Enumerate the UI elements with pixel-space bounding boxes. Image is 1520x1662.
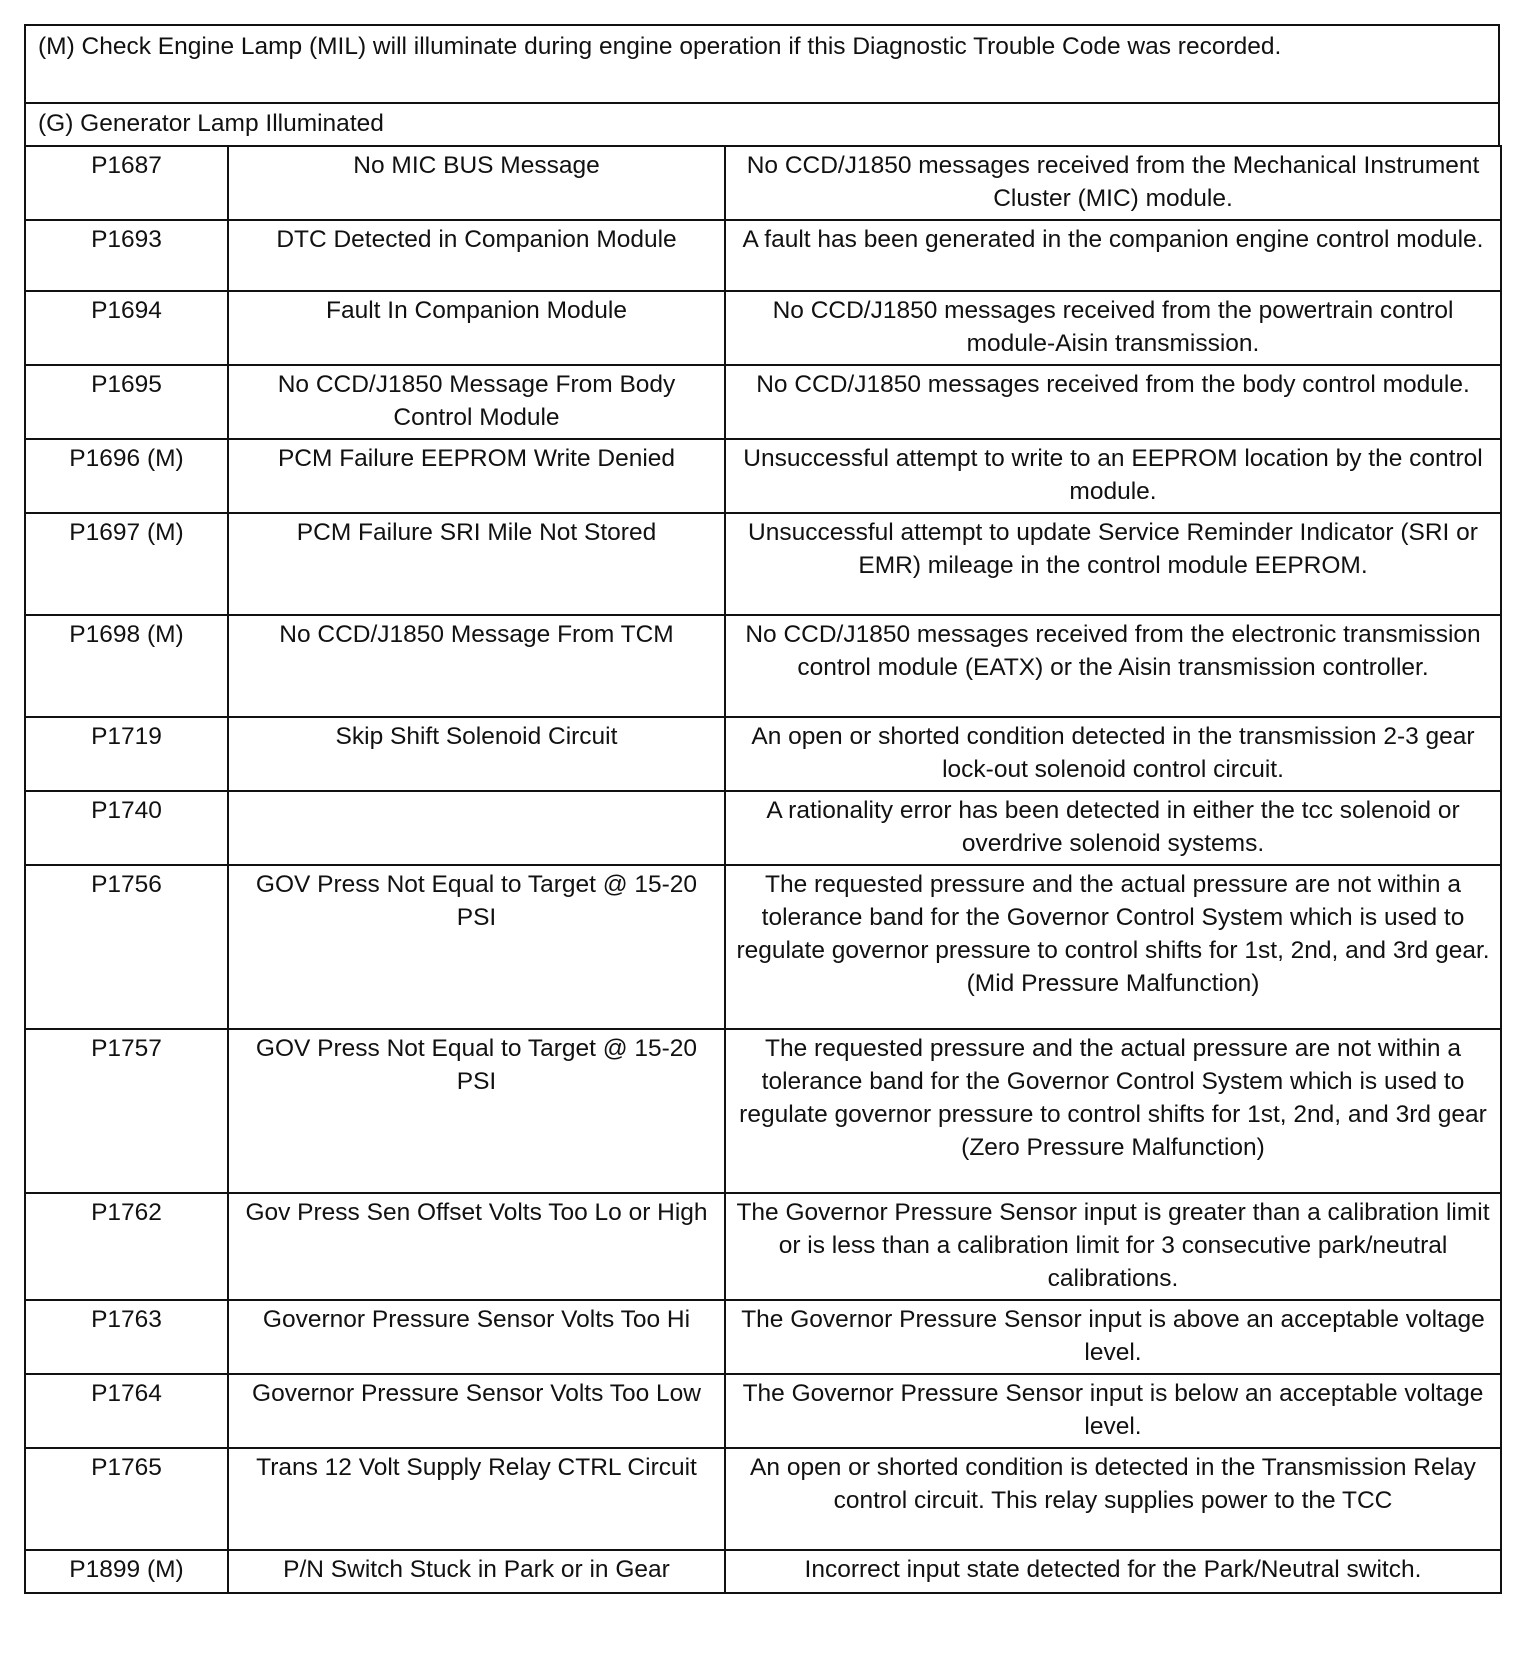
table-row xyxy=(25,1029,1501,1193)
dtc-name xyxy=(228,791,725,865)
dtc-name: GOV Press Not Equal to Target @ 15-20 PSI xyxy=(228,1029,725,1193)
table-row xyxy=(25,439,1501,513)
table-row xyxy=(25,1193,1501,1300)
dtc-description: The Governor Pressure Sensor input is greater than a calibration limit or is less than a calibration limit for 3 consecutive park/neutral calibrations. xyxy=(725,1193,1501,1300)
dtc-code: P1719 xyxy=(25,717,228,791)
dtc-code: P1697 (M) xyxy=(25,513,228,615)
dtc-description: No CCD/J1850 messages received from the powertrain control module-Aisin transmission. xyxy=(725,291,1501,365)
dtc-code: P1899 (M) xyxy=(25,1550,228,1593)
dtc-name: PCM Failure EEPROM Write Denied xyxy=(228,439,725,513)
dtc-name: No CCD/J1850 Message From Body Control Module xyxy=(228,365,725,439)
table-row xyxy=(25,791,1501,865)
table-row xyxy=(25,146,1501,220)
dtc-description: Unsuccessful attempt to update Service Reminder Indicator (SRI or EMR) mileage in the control module EEPROM. xyxy=(725,513,1501,615)
dtc-description: Incorrect input state detected for the Park/Neutral switch. xyxy=(725,1550,1501,1593)
dtc-document xyxy=(24,24,1500,1594)
dtc-code: P1762 xyxy=(25,1193,228,1300)
table-row xyxy=(25,1550,1501,1593)
table-row xyxy=(25,1448,1501,1550)
table-row xyxy=(25,717,1501,791)
table-row xyxy=(25,513,1501,615)
table-row xyxy=(25,220,1501,291)
dtc-description: A fault has been generated in the companion engine control module. xyxy=(725,220,1501,291)
dtc-code: P1756 xyxy=(25,865,228,1029)
dtc-name: Governor Pressure Sensor Volts Too Hi xyxy=(228,1300,725,1374)
dtc-description: An open or shorted condition detected in the transmission 2-3 gear lock-out solenoid control circuit. xyxy=(725,717,1501,791)
dtc-description: The Governor Pressure Sensor input is above an acceptable voltage level. xyxy=(725,1300,1501,1374)
dtc-description: The requested pressure and the actual pressure are not within a tolerance band for the Governor Control System which is used to regulate governor pressure to control shifts for 1st, 2nd, and 3rd gear. (Mid Pressure Malfunction) xyxy=(725,865,1501,1029)
dtc-name: GOV Press Not Equal to Target @ 15-20 PSI xyxy=(228,865,725,1029)
dtc-description: An open or shorted condition is detected in the Transmission Relay control circuit. This relay supplies power to the TCC xyxy=(725,1448,1501,1550)
dtc-code: P1694 xyxy=(25,291,228,365)
dtc-description: The requested pressure and the actual pressure are not within a tolerance band for the Governor Control System which is used to regulate governor pressure to control shifts for 1st, 2nd, and 3rd gear (Zero Pressure Malfunction) xyxy=(725,1029,1501,1193)
dtc-code: P1765 xyxy=(25,1448,228,1550)
dtc-name: Trans 12 Volt Supply Relay CTRL Circuit xyxy=(228,1448,725,1550)
generator-note: (G) Generator Lamp Illuminated xyxy=(24,102,1500,145)
mil-note: (M) Check Engine Lamp (MIL) will illuminate during engine operation if this Diagnostic Trouble Code was recorded. xyxy=(24,24,1500,102)
dtc-code: P1687 xyxy=(25,146,228,220)
dtc-name: Governor Pressure Sensor Volts Too Low xyxy=(228,1374,725,1448)
dtc-name: Skip Shift Solenoid Circuit xyxy=(228,717,725,791)
dtc-code: P1764 xyxy=(25,1374,228,1448)
dtc-table-body xyxy=(25,146,1501,1593)
dtc-code: P1757 xyxy=(25,1029,228,1193)
table-row xyxy=(25,615,1501,717)
table-row xyxy=(25,1300,1501,1374)
dtc-code: P1740 xyxy=(25,791,228,865)
table-row xyxy=(25,365,1501,439)
dtc-name: No MIC BUS Message xyxy=(228,146,725,220)
dtc-code: P1698 (M) xyxy=(25,615,228,717)
dtc-name: Fault In Companion Module xyxy=(228,291,725,365)
dtc-description: The Governor Pressure Sensor input is below an acceptable voltage level. xyxy=(725,1374,1501,1448)
dtc-description: A rationality error has been detected in either the tcc solenoid or overdrive solenoid systems. xyxy=(725,791,1501,865)
dtc-name: Gov Press Sen Offset Volts Too Lo or High xyxy=(228,1193,725,1300)
dtc-description: No CCD/J1850 messages received from the Mechanical Instrument Cluster (MIC) module. xyxy=(725,146,1501,220)
table-row xyxy=(25,291,1501,365)
dtc-name: DTC Detected in Companion Module xyxy=(228,220,725,291)
table-row xyxy=(25,1374,1501,1448)
dtc-name: P/N Switch Stuck in Park or in Gear xyxy=(228,1550,725,1593)
dtc-name: No CCD/J1850 Message From TCM xyxy=(228,615,725,717)
dtc-code: P1696 (M) xyxy=(25,439,228,513)
dtc-code: P1693 xyxy=(25,220,228,291)
dtc-description: No CCD/J1850 messages received from the electronic transmission control module (EATX) or the Aisin transmission controller. xyxy=(725,615,1501,717)
dtc-description: No CCD/J1850 messages received from the body control module. xyxy=(725,365,1501,439)
dtc-description: Unsuccessful attempt to write to an EEPROM location by the control module. xyxy=(725,439,1501,513)
dtc-name: PCM Failure SRI Mile Not Stored xyxy=(228,513,725,615)
dtc-code: P1695 xyxy=(25,365,228,439)
dtc-code: P1763 xyxy=(25,1300,228,1374)
dtc-table xyxy=(24,145,1502,1594)
table-row xyxy=(25,865,1501,1029)
